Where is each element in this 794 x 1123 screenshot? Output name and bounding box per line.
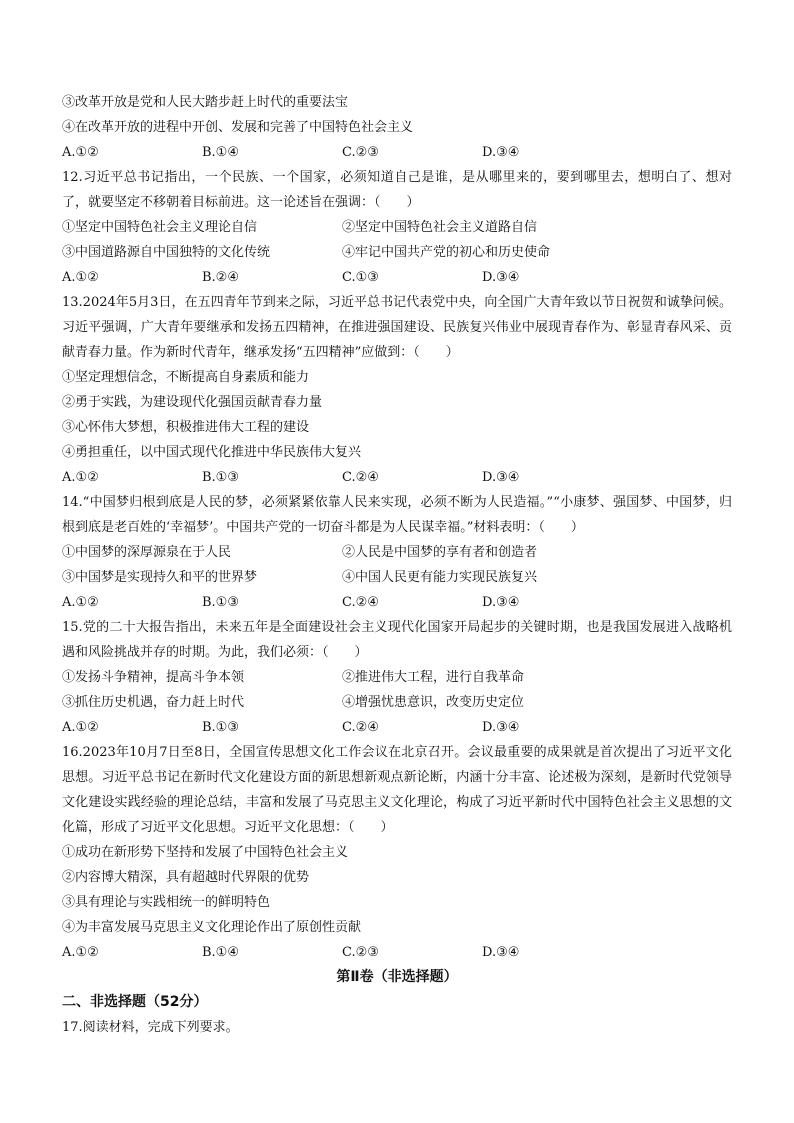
q12-stem: 12.习近平总书记指出，一个民族、一个国家，必须知道自己是谁，是从哪里来的，要到哪里去，想明白了、想对了，就要坚定不移朝着目标前进。这一论述旨在强调：（ ） xyxy=(62,170,732,210)
q15-item-2: ②推进伟大工程，进行自我革命 xyxy=(342,670,525,685)
option-a: A.①② xyxy=(62,470,99,485)
option-d: D.③④ xyxy=(482,145,520,160)
q13-item-2: ②勇于实践，为建设现代化强国贡献青春力量 xyxy=(62,395,323,410)
q15-options xyxy=(62,715,732,740)
q15-item-3: ③抓住历史机遇，奋力赶上时代 xyxy=(62,695,245,710)
option-a: A.①② xyxy=(62,595,99,610)
q17-stem: 17.阅读材料，完成下列要求。 xyxy=(62,1020,239,1035)
q12-items-row-2 xyxy=(62,240,732,265)
option-a: A.①② xyxy=(62,270,99,285)
q16-item-4: ④为丰富发展马克思主义文化理论作出了原创性贡献 xyxy=(62,920,362,935)
exam-page xyxy=(62,90,732,1040)
option-d: D.③④ xyxy=(482,720,520,735)
option-b: B.①④ xyxy=(202,145,239,160)
option-c: C.②④ xyxy=(342,470,379,485)
q16-item-2: ②内容博大精深，具有超越时代界限的优势 xyxy=(62,870,310,885)
q13-item-1: ①坚定理想信念，不断提高自身素质和能力 xyxy=(62,370,310,385)
q13-item-4: ④勇担重任，以中国式现代化推进中华民族伟大复兴 xyxy=(62,445,362,460)
q15-stem: 15.党的二十大报告指出，未来五年是全面建设社会主义现代化国家开局起步的关键时期，也是我国发展进入战略机遇和风险挑战并存的时期。为此，我们必须：（ ） xyxy=(62,620,732,660)
q12-options xyxy=(62,265,732,290)
option-b: B.①③ xyxy=(202,470,239,485)
q12-item-1: ①坚定中国特色社会主义理论自信 xyxy=(62,220,258,235)
option-c: C.②④ xyxy=(342,595,379,610)
q11-item-4: ④在改革开放的进程中开创、发展和完善了中国特色社会主义 xyxy=(62,120,414,135)
option-a: A.①② xyxy=(62,145,99,160)
part2-title: 第Ⅱ卷（非选择题） xyxy=(336,969,458,985)
section-heading: 二、非选择题（52分） xyxy=(62,994,208,1010)
q16-item-3: ③具有理论与实践相统一的鲜明特色 xyxy=(62,895,271,910)
option-c: C.②③ xyxy=(342,945,379,960)
q12-item-3: ③中国道路源自中国独特的文化传统 xyxy=(62,245,271,260)
q14-items-row-1 xyxy=(62,540,732,565)
option-c: C.①③ xyxy=(342,270,379,285)
q13-options xyxy=(62,465,732,490)
q14-stem: 14.“中国梦归根到底是人民的梦，必须紧紧依靠人民来实现，必须不断为人民造福。”“小康梦、强国梦、中国梦，归根到底是老百姓的‘幸福梦’。中国共产党的一切奋斗都是为人民谋幸福。”材料表明：（ ） xyxy=(62,495,732,535)
q14-options xyxy=(62,590,732,615)
q16-options xyxy=(62,940,732,965)
q13-item-3: ③心怀伟大梦想，积极推进伟大工程的建设 xyxy=(62,420,310,435)
option-b: B.②④ xyxy=(202,270,239,285)
q14-item-4: ④中国人民更有能力实现民族复兴 xyxy=(342,570,538,585)
q14-item-2: ②人民是中国梦的享有者和创造者 xyxy=(342,545,538,560)
q13-stem: 13.2024年5月3日，在五四青年节到来之际，习近平总书记代表党中央，向全国广大青年致以节日祝贺和诚挚问候。习近平强调，广大青年要继承和发扬五四精神，在推进强国建设、民族复兴伟业中展现青春作为、彰显青春风采、贡献青春力量。作为新时代青年，继承发扬“五四精神”应做到：（ ） xyxy=(62,295,732,360)
q12-item-4: ④牢记中国共产党的初心和历史使命 xyxy=(342,245,551,260)
option-d: D.③④ xyxy=(482,595,520,610)
option-a: A.①② xyxy=(62,720,99,735)
option-d: D.③④ xyxy=(482,270,520,285)
q15-items-row-2 xyxy=(62,690,732,715)
q15-items-row-1 xyxy=(62,665,732,690)
option-d: D.③④ xyxy=(482,945,520,960)
q12-items-row-1 xyxy=(62,215,732,240)
q14-items-row-2 xyxy=(62,565,732,590)
option-b: B.①③ xyxy=(202,720,239,735)
q11-item-3: ③改革开放是党和人民大踏步赶上时代的重要法宝 xyxy=(62,95,349,110)
q16-item-1: ①成功在新形势下坚持和发展了中国特色社会主义 xyxy=(62,845,349,860)
q14-item-3: ③中国梦是实现持久和平的世界梦 xyxy=(62,570,258,585)
option-c: C.②④ xyxy=(342,720,379,735)
option-d: D.③④ xyxy=(482,470,520,485)
q15-item-4: ④增强忧患意识，改变历史定位 xyxy=(342,695,525,710)
q12-item-2: ②坚定中国特色社会主义道路自信 xyxy=(342,220,538,235)
q11-options xyxy=(62,140,732,165)
q14-item-1: ①中国梦的深厚源泉在于人民 xyxy=(62,545,232,560)
option-c: C.②③ xyxy=(342,145,379,160)
option-a: A.①② xyxy=(62,945,99,960)
option-b: B.①④ xyxy=(202,945,239,960)
q15-item-1: ①发扬斗争精神，提高斗争本领 xyxy=(62,670,245,685)
q16-stem: 16.2023年10月7日至8日，全国宣传思想文化工作会议在北京召开。会议最重要的成果就是首次提出了习近平文化思想。习近平总书记在新时代文化建设方面的新思想新观点新论断，内涵十分丰富、论述极为深刻，是新时代党领导文化建设实践经验的理论总结，丰富和发展了马克思主义文化理论，构成了习近平新时代中国特色社会主义思想的文化篇，形成了习近平文化思想。习近平文化思想：（ ） xyxy=(62,745,732,835)
option-b: B.①③ xyxy=(202,595,239,610)
